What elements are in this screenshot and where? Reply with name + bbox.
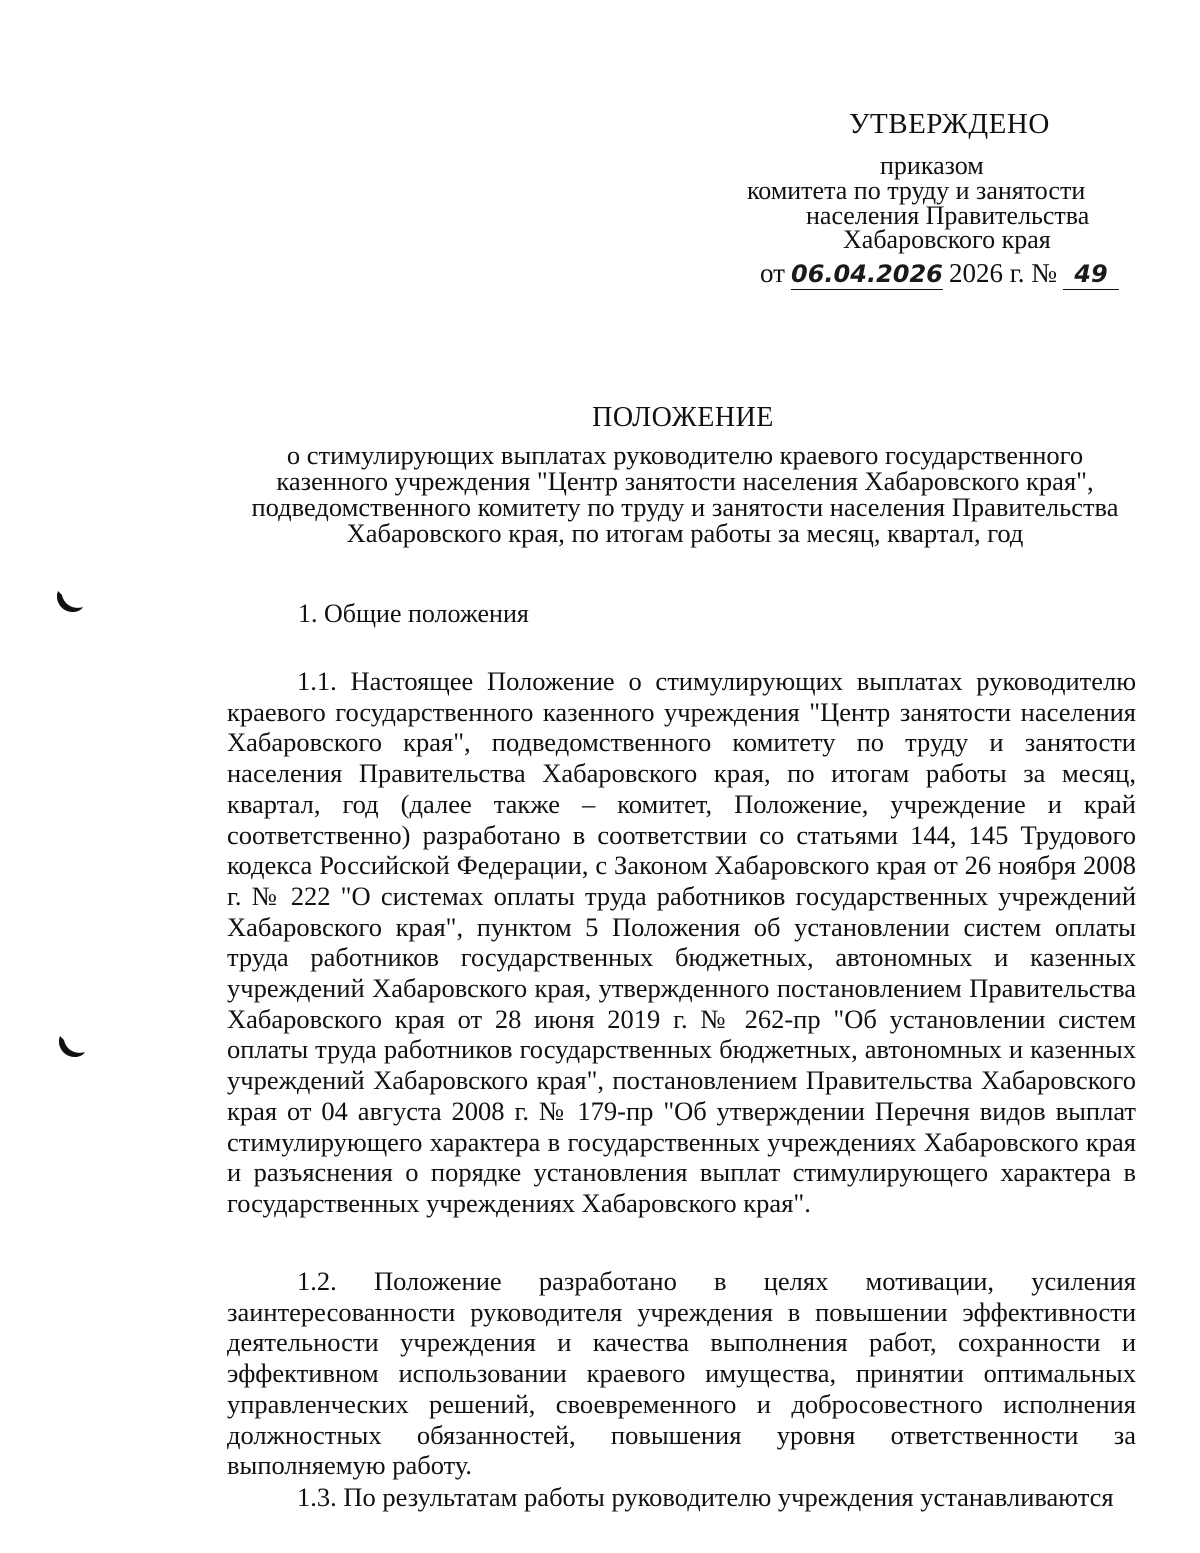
year-suffix: 2026 г. № [948,258,1057,288]
approval-date-line [760,258,1119,290]
approval-line-1: приказом [880,151,984,180]
document-title: ПОЛОЖЕНИЕ [592,402,774,433]
section-heading: 1. Общие положения [298,599,529,628]
subtitle-line-3: подведомственного комитету по труду и занятости населения Правительства [251,492,1119,522]
approval-title: УТВЕРЖДЕНО [849,108,1050,140]
handwritten-date: 06.04.2026 [791,260,943,288]
date-prefix: от [760,258,785,288]
subtitle-line-4: Хабаровского края, по итогам работы за месяц, квартал, год [346,518,1024,548]
paragraph-1-3: 1.3. По результатам работы руководителю учреждения устанавливаются [297,1482,1114,1512]
document-subtitle [0,442,1200,546]
binder-hole-mark-icon [54,1030,86,1062]
subtitle-line-2: казенного учреждения "Центр занятости населения Хабаровского края", [276,466,1094,496]
paragraph-1-1: 1.1. Настоящее Положение о стимулирующих выплатах руководителю краевого государственного казенного учреждения "Центр занятости населения Хабаровского края", подведомственного комитету по труду и занятости населения Правительства Хабаровского края, по итогам работы за месяц, квартал, год (далее также – комитет, Положение, учреждение и край соответственно) разработано в соответствии со статьями 144, 145 Трудового кодекса Российской Федерации, с Законом Хабаровского края от 26 ноября 2008 г. № 222 "О системах оплаты труда работников государственных учреждений Хабаровского края", пунктом 5 Положения об установлении систем оплаты труда работников государственных бюджетных, автономных и казенных учреждений Хабаровского края, утвержденного постановлением Правительства Хабаровского края от 28 июня 2019 г. № 262-пр "Об установлении систем оплаты труда работников государственных бюджетных, автономных и казенных учреждений Хабаровского края", постановлением Правительства Хабаровского края от 04 августа 2008 г. № 179-пр "Об утверждении Перечня видов выплат стимулирующего характера в государственных учреждениях Хабаровского края и разъяснения о порядке установления выплат стимулирующего характера в государственных учреждениях Хабаровского края". [227,666,1136,1218]
approval-line-3: населения Правительства [806,201,1090,230]
handwritten-number: 49 [1063,261,1119,290]
paragraph-1-2: 1.2. Положение разработано в целях мотивации, усиления заинтересованности руководителя учреждения в повышении эффективности деятельности учреждения и качества выполнения работ, сохранности и эффективном использовании краевого имущества, принятии оптимальных управленческих решений, своевременного и добросовестного исполнения должностных обязанностей, повышения уровня ответственности за выполняемую работу. [227,1266,1136,1481]
approval-line-4: Хабаровского края [843,225,1051,254]
binder-hole-mark-icon [52,585,84,617]
approval-line-2: комитета по труду и занятости [747,176,1086,205]
subtitle-line-1: о стимулирующих выплатах руководителю краевого государственного [286,440,1084,470]
